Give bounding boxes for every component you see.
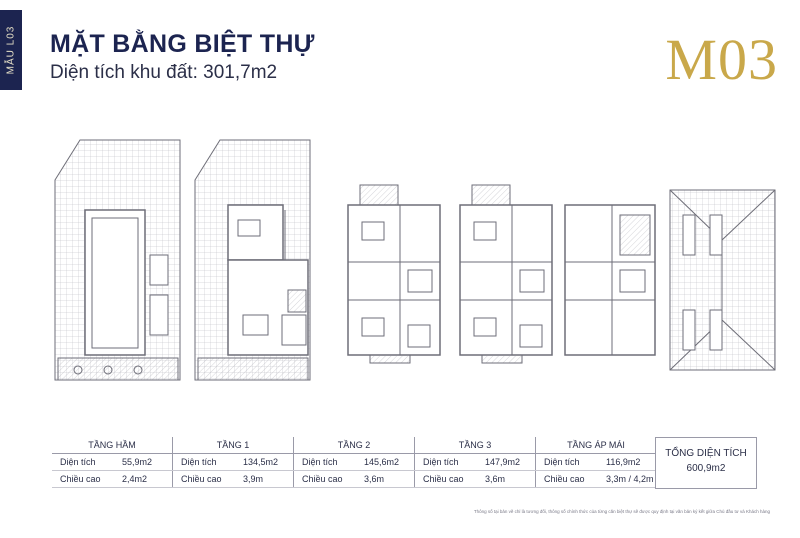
height-label: Chiều cao — [52, 471, 122, 488]
height-value: 3,6m — [364, 471, 415, 488]
height-value: 3,3m / 4,2m — [606, 471, 656, 488]
area-label: Diện tích — [415, 454, 486, 471]
model-code: M03 — [665, 27, 778, 92]
sample-tab-label: MẪU L03 — [5, 25, 17, 75]
total-area-value: 600,9m2 — [686, 463, 726, 474]
height-value: 2,4m2 — [122, 471, 173, 488]
table-header-row — [52, 437, 656, 454]
floor-2-plan — [348, 185, 440, 363]
area-value: 116,9m2 — [606, 454, 656, 471]
height-value: 3,9m — [243, 471, 294, 488]
basement-plan — [55, 140, 180, 380]
page-title: MẶT BẰNG BIỆT THỰ — [50, 30, 315, 58]
attic-floor-plan — [565, 205, 655, 355]
floor-area-table — [52, 437, 656, 488]
floor-name: TẦNG HẦM — [52, 437, 173, 454]
disclaimer-footnote: Thông số tại bản vẽ chỉ là tương đối, thông số chính thức của từng căn biệt thự sẽ được quy định tại văn bản ký kết giữa Chủ đầu tư và Khách hàng — [473, 509, 770, 514]
area-label: Diện tích — [536, 454, 607, 471]
ground-floor-plan — [195, 140, 310, 380]
height-value: 3,6m — [485, 471, 536, 488]
area-value: 145,6m2 — [364, 454, 415, 471]
area-label: Diện tích — [173, 454, 244, 471]
height-label: Chiều cao — [294, 471, 365, 488]
floor-3-plan — [460, 185, 552, 363]
area-row — [52, 454, 656, 471]
floor-name: TẦNG 1 — [173, 437, 294, 454]
height-label: Chiều cao — [536, 471, 607, 488]
floor-name: TẦNG 3 — [415, 437, 536, 454]
height-label: Chiều cao — [415, 471, 486, 488]
height-row — [52, 471, 656, 488]
area-label: Diện tích — [294, 454, 365, 471]
total-area-label: TỔNG DIỆN TÍCH — [665, 448, 747, 459]
floor-name: TẦNG 2 — [294, 437, 415, 454]
floor-name: TẦNG ÁP MÁI — [536, 437, 657, 454]
land-area-subtitle: Diện tích khu đất: 301,7m2 — [50, 62, 278, 83]
height-label: Chiều cao — [173, 471, 244, 488]
area-label: Diện tích — [52, 454, 122, 471]
area-value: 147,9m2 — [485, 454, 536, 471]
total-area-box — [655, 437, 757, 489]
area-value: 55,9m2 — [122, 454, 173, 471]
area-value: 134,5m2 — [243, 454, 294, 471]
roof-plan — [670, 190, 775, 370]
